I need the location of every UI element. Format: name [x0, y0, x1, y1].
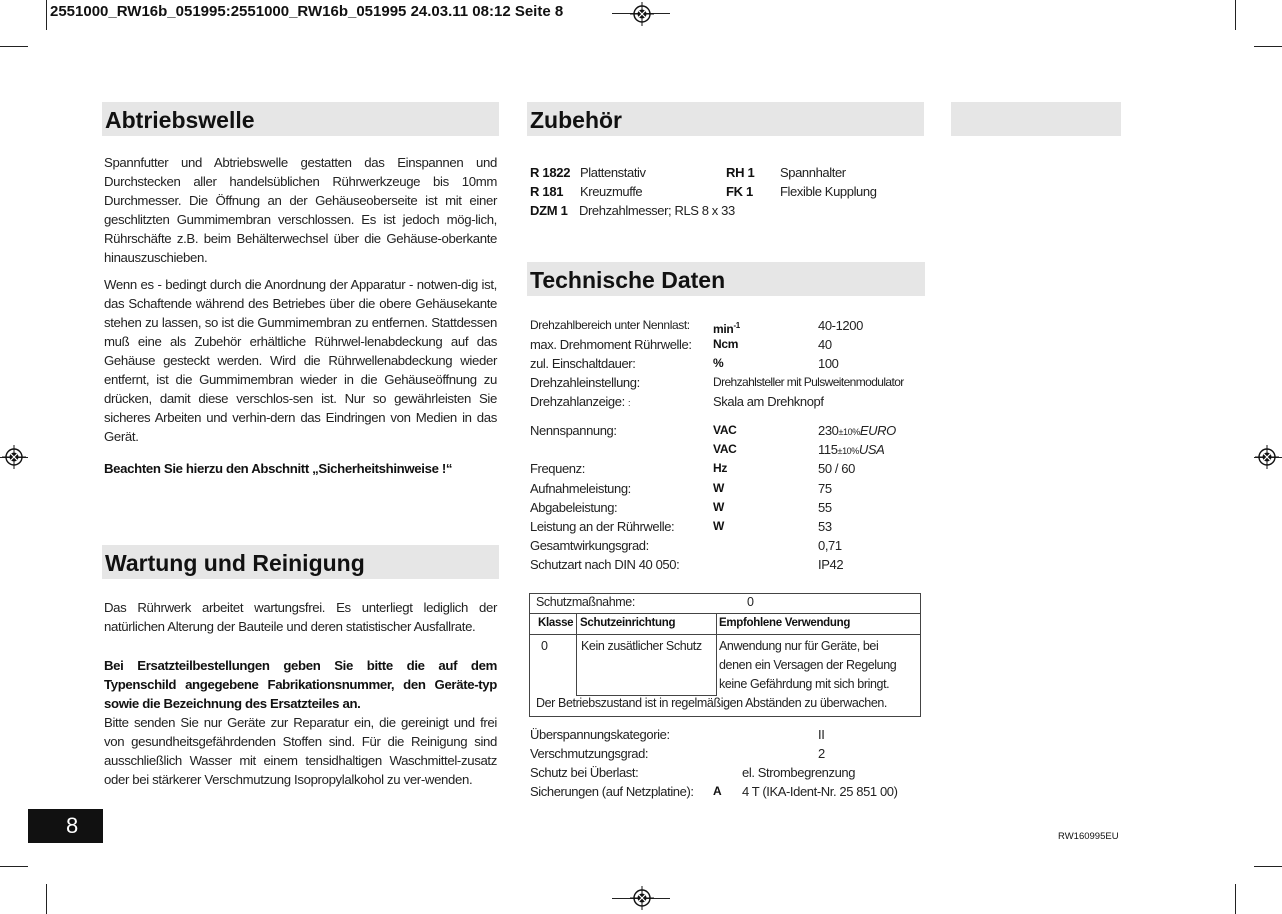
table-header-label: Schutzmaßnahme:	[536, 595, 635, 609]
table-cell: denen ein Versagen der Regelung	[719, 658, 897, 672]
paragraph: Bitte senden Sie nur Geräte zur Reparatur ein, die gereinigt und frei von gesundheitsgefährdenden Stoffen sind. Für die Reinigung sind ausschließlich Wasser mit einem tensidhaltigen Waschmittel-zusatz oder bei stärkerer Verschmutzung Isopropylalkohol zu ver-wenden.	[104, 715, 497, 787]
spec-unit: W	[713, 500, 725, 514]
table-rule	[576, 613, 577, 696]
spec-unit: Ncm	[713, 337, 739, 351]
accessory-code: DZM 1	[530, 203, 568, 218]
spec-value: 50 / 60	[818, 461, 855, 476]
crop-mark	[1254, 46, 1282, 47]
spec-label: Schutz bei Überlast:	[530, 765, 639, 780]
section-title-zubehoer: Zubehör	[527, 102, 924, 136]
spec-value: IP42	[818, 557, 844, 572]
table-cell: Anwendung nur für Geräte, bei	[719, 639, 879, 653]
spec-value: 2	[818, 746, 825, 761]
accessory-code: R 1822	[530, 165, 571, 180]
spec-value	[818, 421, 896, 442]
section-title-wartung: Wartung und Reinigung	[102, 545, 499, 579]
spec-unit-sup: -1	[733, 321, 740, 330]
table-col-header: Empfohlene Verwendung	[719, 617, 851, 629]
section-title-technische-daten: Technische Daten	[527, 262, 925, 296]
crop-mark	[46, 884, 47, 914]
accessory-name: Plattenstativ	[580, 165, 646, 180]
spec-value-text: 230	[818, 423, 839, 438]
table-cell: keine Gefährdung mit sich bringt.	[719, 677, 890, 691]
spec-label: Abgabeleistung:	[530, 500, 618, 515]
crop-mark	[1235, 0, 1236, 30]
spec-value: II	[818, 727, 825, 742]
spec-value: 100	[818, 356, 839, 371]
registration-mark-icon	[2, 445, 26, 469]
spec-label: Leistung an der Rührwelle:	[530, 519, 675, 534]
crop-mark	[1235, 884, 1236, 914]
spec-value-text: 115	[818, 442, 838, 457]
spec-unit: Hz	[713, 461, 728, 475]
spec-unit-text: min	[713, 322, 734, 336]
registration-mark-icon	[630, 886, 654, 910]
accessory-name: Spannhalter	[780, 165, 846, 180]
tolerance: ±10%	[837, 446, 859, 456]
accessory-name: Kreuzmuffe	[580, 184, 643, 199]
spec-value: 75	[818, 481, 832, 496]
accessory-name: Flexible Kupplung	[780, 184, 877, 199]
paragraph: Wenn es - bedingt durch die Anordnung der Apparatur - notwen-dig ist, das Schaftende während des Betriebes über die obere Gehäusekante stehen zu lassen, so ist die Gummimembran zu entfernen. Stattdessen muß eine als Zubehör erhältliche Rührwel-lenabdeckung auf das Gehäuse gesteckt werden. Wird die Rührwellenabdeckung wieder entfernt, ist die Gummimembran wieder in die Gehäuseöffnung zu drücken, damit diese verschlos-sen ist. Nur so gewährleisten Sie sicheres Arbeiten und verhin-dern das Eindringen von Medien in das Gerät.	[104, 277, 497, 444]
spec-label: Drehzahleinstellung:	[530, 375, 640, 390]
crop-mark	[1254, 866, 1282, 867]
spec-label-mark: :	[628, 398, 631, 408]
spec-label: Verschmutzungsgrad:	[530, 746, 649, 761]
registration-mark-icon	[630, 2, 654, 26]
spec-label: Überspannungskategorie:	[530, 727, 670, 742]
table-col-header: Klasse	[538, 617, 574, 629]
document-code: RW160995EU	[1058, 831, 1119, 842]
spec-unit: A	[713, 784, 722, 798]
page-number: 8	[28, 809, 103, 843]
table-footer: Der Betriebszustand ist in regelmäßigen Abständen zu überwachen.	[536, 696, 888, 710]
safety-note	[104, 459, 497, 478]
spec-label: Schutzart nach DIN 40 050:	[530, 557, 680, 572]
spec-label: Sicherungen (auf Netzplatine):	[530, 784, 694, 799]
safety-note-text: Beachten Sie hierzu den Abschnitt „Sicherheitshinweise !“	[104, 461, 453, 476]
print-header: 2551000_RW16b_051995:2551000_RW16b_051995 24.03.11 08:12 Seite 8	[50, 3, 564, 20]
spec-value: 55	[818, 500, 832, 515]
paragraph: Spannfutter und Abtriebswelle gestatten das Einspannen und Durchstecken aller handelsüblichen Rührwerkzeuge bis 10mm Durchmesser. Die Öffnung an der Gehäuseoberseite ist mit einer geschlitzten Gummimembran verschlossen. Es ist jedoch mög-lich, Rührschäfte z.B. beim Behälterwechsel über die Gehäuse-oberkante hinauszuschieben.	[104, 155, 497, 265]
tolerance: ±10%	[838, 427, 860, 437]
spare-parts-note-text: Bei Ersatzteilbestellungen geben Sie bitte die auf dem Typenschild angegebene Fabrikationsnummer, den Geräte-typ sowie die Bezeichnung des Ersatzteiles an.	[104, 658, 497, 711]
table-header-value: 0	[747, 595, 754, 609]
spec-unit: VAC	[713, 423, 737, 437]
spec-label	[530, 392, 630, 413]
crop-mark	[46, 0, 47, 30]
spec-label: Gesamtwirkungsgrad:	[530, 538, 649, 553]
spec-value: Drehzahlsteller mit Pulsweitenmodulator	[713, 375, 904, 389]
spec-value	[818, 440, 884, 461]
accessory-code: FK 1	[726, 184, 753, 199]
spec-label: Frequenz:	[530, 461, 585, 476]
spec-unit: W	[713, 481, 725, 495]
crop-mark	[0, 46, 28, 47]
spec-unit: VAC	[713, 442, 737, 456]
spec-unit: W	[713, 519, 725, 533]
region: EURO	[859, 423, 896, 438]
paragraph: Das Rührwerk arbeitet wartungsfrei. Es unterliegt lediglich der natürlichen Alterung der Bauteile und deren statistischer Ausfallrate.	[104, 600, 497, 634]
spec-value: Skala am Drehknopf	[713, 394, 824, 409]
spec-label: Drehzahlbereich unter Nennlast:	[530, 318, 690, 332]
region: USA	[858, 442, 885, 457]
accessory-name: Drehzahlmesser; RLS 8 x 33	[579, 203, 735, 218]
spec-value: 53	[818, 519, 832, 534]
spec-value: 40	[818, 337, 832, 352]
spec-unit: %	[713, 356, 724, 370]
empty-section-bar	[951, 102, 1121, 136]
section-title-abtriebswelle: Abtriebswelle	[102, 102, 499, 136]
spec-label: Aufnahmeleistung:	[530, 481, 631, 496]
table-col-header: Schutzeinrichtung	[580, 617, 676, 629]
registration-mark-icon	[1255, 445, 1279, 469]
spec-label: Nennspannung:	[530, 423, 617, 438]
table-rule	[529, 634, 921, 635]
spec-value: 4 T (IKA-Ident-Nr. 25 851 00)	[742, 784, 898, 799]
table-cell: 0	[541, 639, 548, 653]
accessory-code: RH 1	[726, 165, 755, 180]
spec-value: 0,71	[818, 538, 842, 553]
spec-label: zul. Einschaltdauer:	[530, 356, 636, 371]
spec-value: 40-1200	[818, 318, 863, 333]
crop-mark	[0, 866, 28, 867]
spec-label-text: Drehzahlanzeige:	[530, 394, 625, 409]
accessory-code: R 181	[530, 184, 564, 199]
spare-parts-note	[104, 656, 497, 713]
table-rule	[716, 613, 717, 696]
spec-value: el. Strombegrenzung	[742, 765, 856, 780]
spec-label: max. Drehmoment Rührwelle:	[530, 337, 692, 352]
table-cell: Kein zusätlicher Schutz	[581, 639, 702, 653]
